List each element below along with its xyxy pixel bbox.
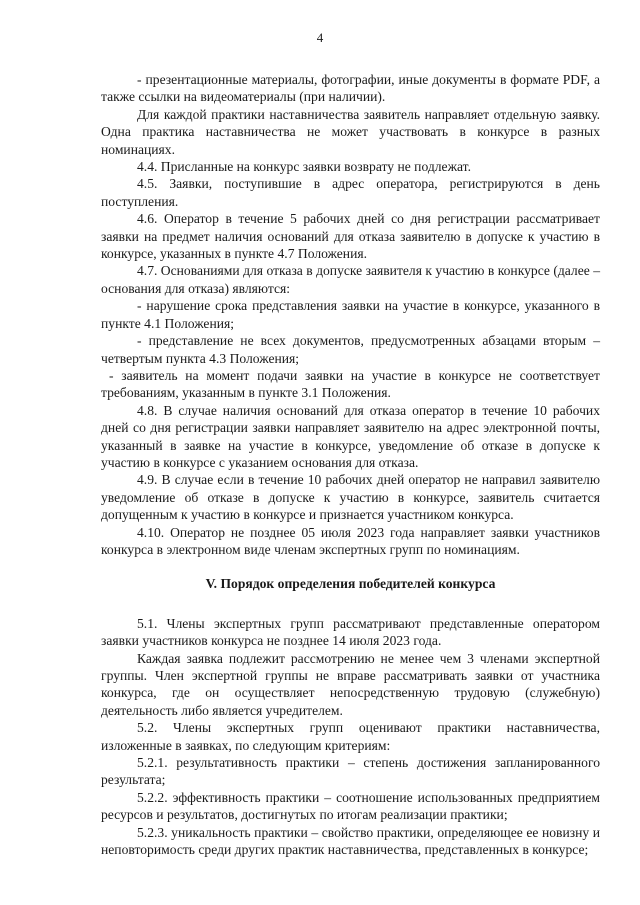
paragraph: 5.2. Члены экспертных групп оценивают практики наставничества, изложенные в заявках, по следующим критериям: [101,720,600,753]
paragraph: 4.7. Основаниями для отказа в допуске заявителя к участию в конкурсе (далее – основания для отказа) являются: [101,263,600,296]
section-heading: V. Порядок определения победителей конкурса [205,576,496,592]
paragraph: - представление не всех документов, предусмотренных абзацами вторым – четвертым пункта 4.3 Положения; [101,333,600,366]
paragraph: 4.6. Оператор в течение 5 рабочих дней со дня регистрации рассматривает заявки на предмет наличия оснований для отказа заявителю в допуске к участию в конкурсе, указанных в пункте 4.7 Положения. [101,211,600,262]
paragraph: 5.2.3. уникальность практики – свойство практики, определяющее ее новизну и неповторимость среди других практик наставничества, представленных в конкурсе; [101,824,600,858]
paragraph: 4.4. Присланные на конкурс заявки возврату не подлежат. [137,159,471,175]
document-body [101,71,600,858]
section-iv-paragraphs [101,71,600,558]
paragraph: 4.10. Оператор не позднее 05 июля 2023 года направляет заявки участников конкурса в электронном виде членам экспертных групп по номинациям. [101,524,600,557]
paragraph: 5.2.2. эффективность практики – соотношение использованных предприятием ресурсов и результатов, достигнутых по итогам реализации практики; [101,789,600,823]
section-v-paragraphs [101,615,600,859]
paragraph: - презентационные материалы, фотографии, иные документы в формате PDF, а также ссылки на видеоматериалы (при наличии). [101,72,600,105]
paragraph: 4.5. Заявки, поступившие в адрес оператора, регистрируются в день поступления. [101,176,600,209]
paragraph: 4.9. В случае если в течение 10 рабочих дней оператор не направил заявителю уведомление об отказе в допуске к участию в конкурсе, заявитель считается допущенным к участию в конкурсе и признается участником конкурса. [101,472,600,523]
paragraph: - нарушение срока представления заявки на участие в конкурсе, указанного в пункте 4.1 Положения; [101,298,600,331]
paragraph: 5.1. Члены экспертных групп рассматривают представленные оператором заявки участников конкурса не позднее 14 июля 2023 года. [101,615,600,649]
paragraph: - заявитель на момент подачи заявки на участие в конкурсе не соответствует требованиям, указанным в пункте 3.1 Положения. [101,367,600,401]
paragraph: 4.8. В случае наличия оснований для отказа оператор в течение 10 рабочих дней со дня регистрации заявки направляет заявителю на адрес электронной почты, указанный в заявке на участие в конкурсе, уведомление об отказе в допуске к участию в конкурсе с указанием основания для отказа. [101,402,600,470]
paragraph: Каждая заявка подлежит рассмотрению не менее чем 3 членами экспертной группы. Член экспертной группы не вправе рассматривать заявки от участника конкурса, где он осуществляет непосредственную трудовую (служебную) деятельность либо является учредителем. [101,650,600,718]
page-number: 4 [316,30,324,45]
paragraph: Для каждой практики наставничества заявитель направляет отдельную заявку. Одна практика наставничества не может участвовать в конкурсе в разных номинациях. [101,106,600,157]
paragraph: 5.2.1. результативность практики – степень достижения запланированного результата; [101,755,600,788]
